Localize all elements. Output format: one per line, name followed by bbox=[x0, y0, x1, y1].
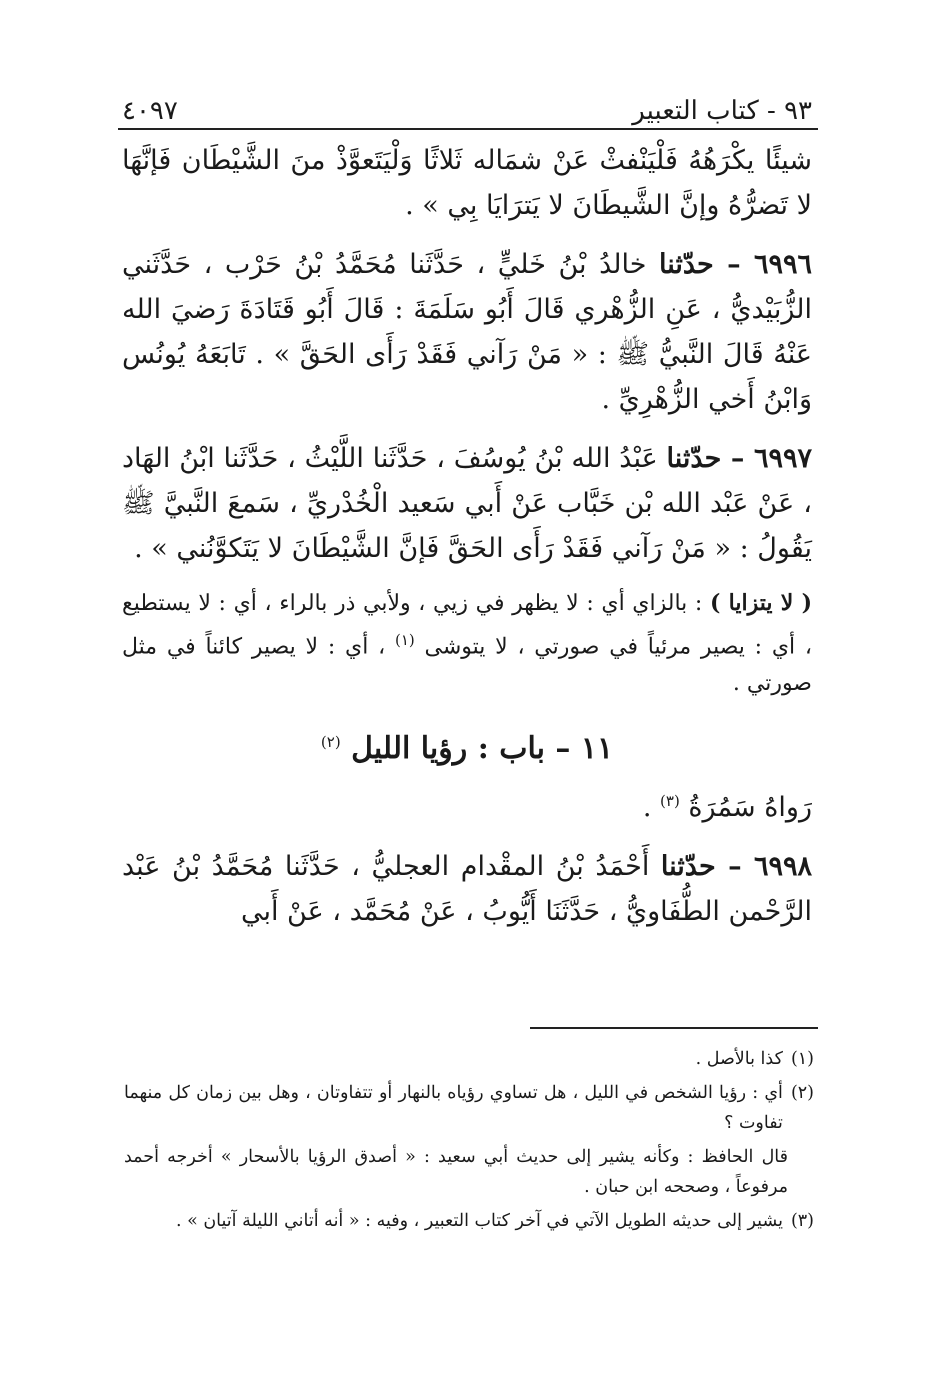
commentary-text-end: ، أي : لا يصير كائناً في مثل صورتي . bbox=[122, 634, 812, 697]
hadith-6998 bbox=[122, 844, 812, 934]
running-title: ٩٣ - كتاب التعبير bbox=[632, 96, 812, 126]
header-rule bbox=[118, 128, 818, 130]
hadith-text: خالدُ بْنُ خَليٍّ ، حَدَّثَنا مُحَمَّدُ بْنُ حَرْب ، حَدَّثَني الزُّبَيْديُّ ، عَنِ الزُّهْري قَالَ أَبُو سَلَمَةَ : قَالَ أَبُو قَتَادَةَ رَضيَ الله عَنْهُ قَالَ النَّبيُّ ﷺ : « مَنْ رَآني فَقَدْ رَأَى الحَقَّ » . تَابَعَهُ يُونُس وَابْنُ أَخي الزُّهْرِيِّ . bbox=[122, 249, 812, 415]
footnote-number: (٣) bbox=[790, 1211, 814, 1231]
page-number: ٤٠٩٧ bbox=[122, 96, 178, 126]
footnote bbox=[124, 1206, 814, 1236]
page-header bbox=[122, 86, 812, 126]
hadith-text: عَبْدُ الله بْنُ يُوسُفَ ، حَدَّثَنا اللَّيْثُ ، حَدَّثَنا ابْنُ الهَاد ، عَنْ عَبْد الله بْن خَبَّاب عَنْ أَبي سَعيد الْخُدْريِّ ، سَمعَ النَّبيَّ ﷺ يَقُولُ : « مَنْ رَآني فَقَدْ رَأَى الحَقَّ فَإنَّ الشَّيْطَانَ لا يَتَكوَّنُني » . bbox=[122, 443, 812, 564]
footnote-rule bbox=[530, 1027, 818, 1029]
footnote-continuation: قال الحافظ : وكأنه يشير إلى حديث أبي سعيد : « أصدق الرؤيا بالأسحار » أخرجه أحمد مرفوعاً ، وصححه ابن حبان . bbox=[124, 1147, 788, 1197]
hadith-6996 bbox=[122, 242, 812, 422]
riwaya-line bbox=[122, 779, 812, 830]
riwaya-text: رَواهُ سَمُرَةُ bbox=[688, 792, 812, 824]
footnote-ref: (٣) bbox=[660, 792, 680, 811]
footnote bbox=[124, 1044, 814, 1074]
hadith-text: أَحْمَدُ بْنُ المقْدام العجليُّ ، حَدَّثَنا مُحَمَّدُ بْنُ عَبْد الرَّحْمن الطُّفَاويُّ ، حَدَّثَنَا أَيُّوبُ ، عَنْ مُحَمَّد ، عَنْ أَبي bbox=[122, 851, 812, 928]
riwaya-end: . bbox=[642, 792, 652, 824]
footnote-number: (٢) bbox=[790, 1083, 814, 1103]
main-text bbox=[122, 138, 812, 934]
footnote-text: يشير إلى حديثه الطويل الآتي في آخر كتاب التعبير ، وفيه : « أنه أتاني الليلة آتيان » . bbox=[175, 1211, 783, 1231]
commentary-term: ( لا يتزايا ) bbox=[709, 590, 813, 616]
footnote-number: (١) bbox=[790, 1049, 814, 1069]
chapter-heading bbox=[122, 720, 812, 771]
footnote-ref: (١) bbox=[394, 631, 415, 649]
hadith-number: ٦٩٩٦ – حدّثنا bbox=[659, 249, 813, 280]
hadith-continuation: شيئًا يكْرَهُهُ فَلْيَنْفثْ عَنْ شمَاله ثَلاثًا وَلْيَتَعوَّذْ منَ الشَّيْطَان فَإنَّهَا لا تَضرُّهُ وإنَّ الشَّيطَانَ لا يَترَايَا بِي » . bbox=[122, 145, 812, 221]
hadith-number: ٦٩٩٨ – حدّثنا bbox=[660, 851, 812, 883]
footnote-text: كذا بالأصل . bbox=[695, 1049, 783, 1069]
footnotes bbox=[124, 1044, 814, 1240]
footnote-ref: (٢) bbox=[320, 733, 341, 752]
hadith-6997 bbox=[122, 436, 812, 571]
commentary-text: : بالزاي أي : لا يظهر في زيي ، ولأبي ذر بالراء ، أي : لا يستطيع ، أي : يصير مرئياً في صورتي ، لا يتوشى bbox=[122, 591, 813, 660]
commentary bbox=[122, 585, 812, 702]
footnote-text: أي : رؤيا الشخص في الليل ، هل تساوي رؤياه بالنهار أو تتفاوتان ، وهل بين زمان كل منهما تفاوت ؟ bbox=[124, 1083, 783, 1133]
footnote bbox=[124, 1078, 814, 1138]
chapter-title: ١١ – باب : رؤيا الليل bbox=[351, 731, 614, 767]
hadith-number: ٦٩٩٧ – حدّثنا bbox=[666, 443, 812, 474]
